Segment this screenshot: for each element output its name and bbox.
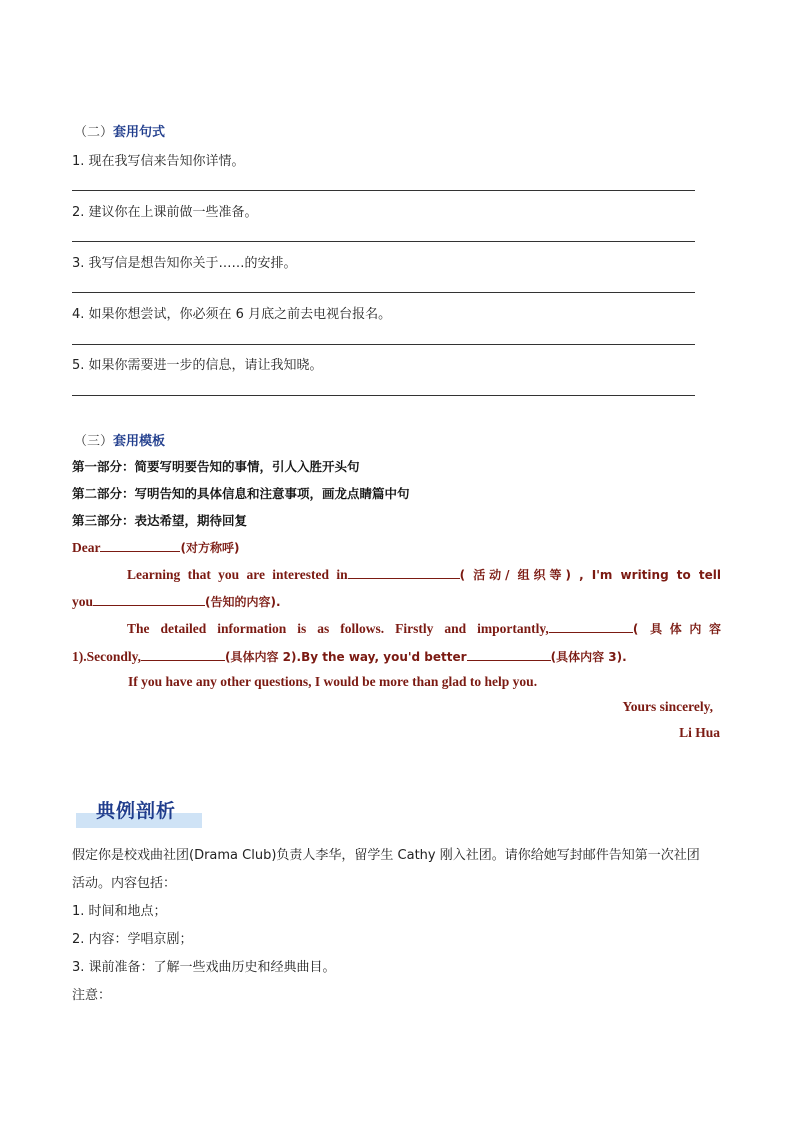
answer-line: [72, 241, 695, 242]
template-part: 第二部分：写明告知的具体信息和注意事项，画龙点睛篇中句: [72, 486, 410, 501]
answer-line: [72, 190, 695, 191]
section-heading: （三）套用模板: [74, 434, 166, 449]
fill-blank: [100, 539, 180, 552]
letter-paragraph-3: If you have any other questions, I would be more than glad to help you.: [128, 674, 538, 689]
fill-blank: [348, 566, 460, 579]
letter-paragraph-1: Learning that you are interested in ( 活动/ 组织等) , I'm writing to tell: [127, 567, 721, 582]
template-part: 第三部分：表达希望，期待回复: [72, 513, 248, 528]
banner-title: 典例剖析: [96, 800, 177, 822]
sentence-item: 3. 我写信是想告知你关于……的安排。: [72, 256, 297, 271]
fill-blank: [467, 648, 551, 661]
section-heading: （二）套用句式: [74, 125, 166, 140]
task-note: 注意：: [72, 988, 112, 1003]
fill-blank: [93, 593, 205, 606]
task-line: 活动。内容包括：: [72, 876, 177, 891]
task-item: 2. 内容：学唱京剧；: [72, 932, 193, 947]
letter-paragraph-2-cont: 1).Secondly, (具体内容 2).By the way, you'd better (具体内容 3).: [72, 649, 627, 664]
section-title: 套用模板: [113, 434, 166, 449]
example-banner: [76, 796, 202, 828]
letter-paragraph-1-cont: you (告知的内容).: [72, 594, 281, 609]
sentence-item: 4. 如果你想尝试，你必须在 6 月底之前去电视台报名。: [72, 307, 392, 322]
letter-signature: Li Hua: [679, 725, 720, 740]
letter-paragraph-2: The detailed information is as follows. Firstly and importantly, ( 具体内容: [127, 621, 721, 636]
answer-line: [72, 395, 695, 396]
section-title: 套用句式: [113, 125, 166, 140]
letter-closing: Yours sincerely,: [622, 699, 713, 714]
task-item: 3. 课前准备：了解一些戏曲历史和经典曲目。: [72, 960, 336, 975]
fill-blank: [141, 648, 225, 661]
answer-line: [72, 292, 695, 293]
sentence-item: 1. 现在我写信来告知你详情。: [72, 154, 245, 169]
letter-salutation: Dear (对方称呼): [72, 540, 240, 555]
template-part: 第一部分：简要写明要告知的事情，引人入胜开头句: [72, 459, 360, 474]
sentence-item: 5. 如果你需要进一步的信息，请让我知晓。: [72, 358, 323, 373]
task-line: 假定你是校戏曲社团(Drama Club)负责人李华，留学生 Cathy 刚入社团。请你给她写封邮件告知第一次社团: [72, 848, 700, 863]
task-description: [72, 842, 732, 1010]
task-item: 1. 时间和地点；: [72, 904, 167, 919]
answer-line: [72, 344, 695, 345]
fill-blank: [549, 620, 633, 633]
sentence-item: 2. 建议你在上课前做一些准备。: [72, 205, 258, 220]
